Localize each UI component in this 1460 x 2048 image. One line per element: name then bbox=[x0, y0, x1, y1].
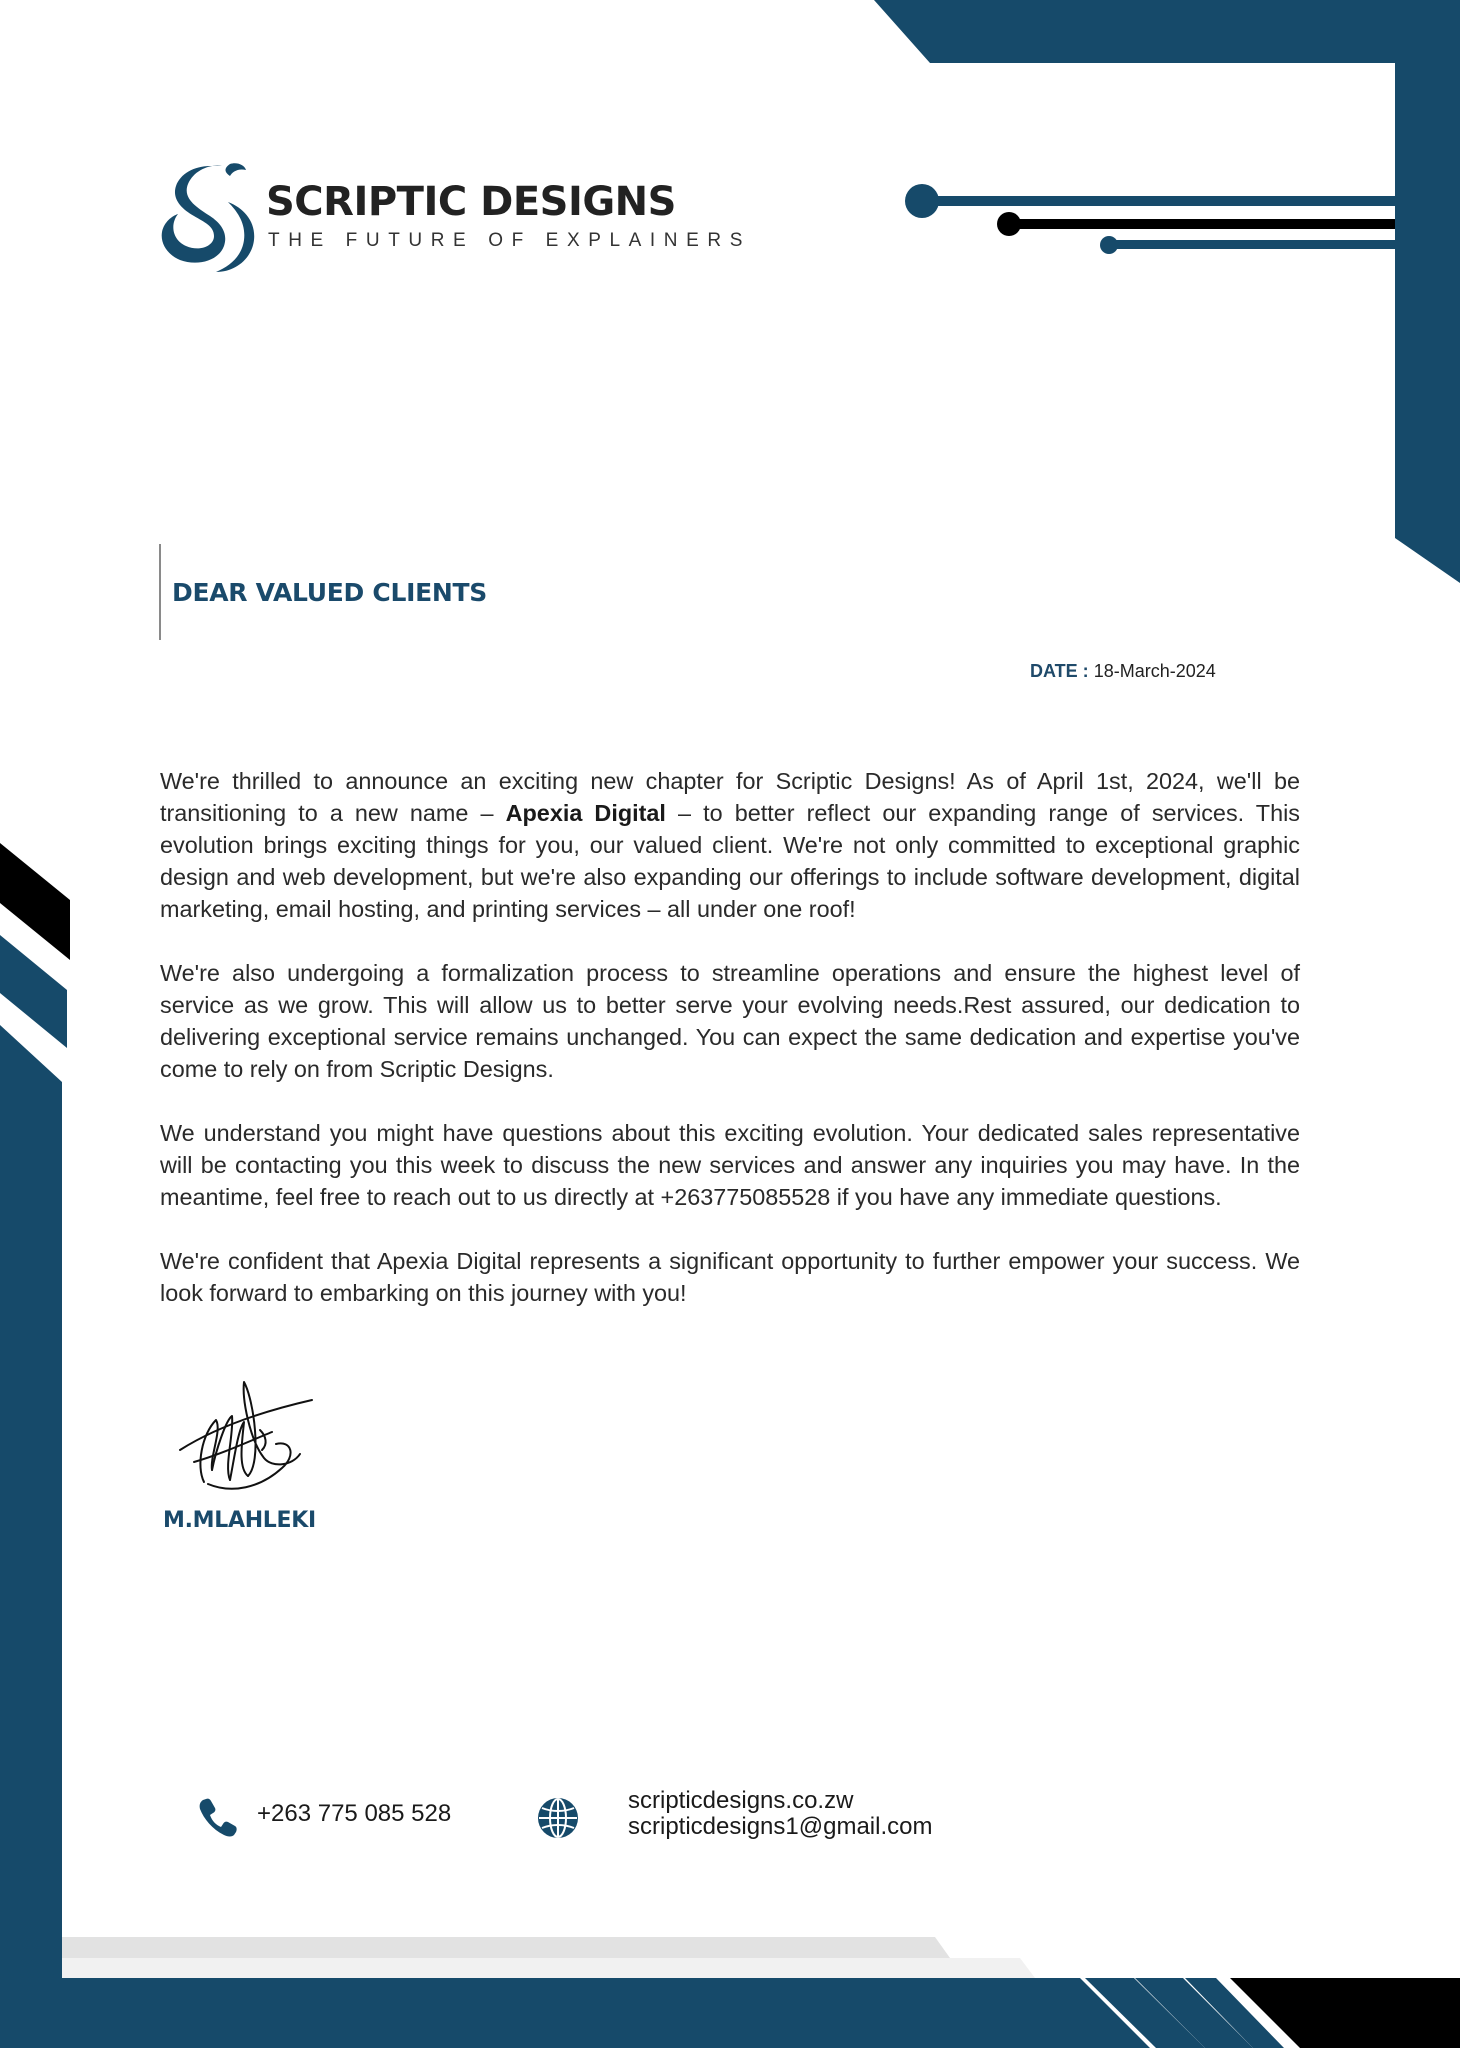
signer-name: M.MLAHLEKI bbox=[163, 1508, 316, 1533]
new-name-highlight: Apexia Digital bbox=[505, 800, 666, 826]
handwritten-signature bbox=[172, 1370, 322, 1500]
letter-body bbox=[160, 765, 1300, 1341]
paragraph-1-text-a: We're thrilled to announce an exciting new chapter for Scriptic Designs! As of April 1st, 2024, we'll be transitioning to a new name – bbox=[160, 768, 1300, 826]
paragraph-4: We're confident that Apexia Digital represents a significant opportunity to further empower your success. We look forward to embarking on this journey with you! bbox=[160, 1248, 1300, 1306]
left-black-stripe bbox=[0, 843, 70, 960]
paragraph-2: We're also undergoing a formalization process to streamline operations and ensure the highest level of service as we grow. This will allow us to better serve your evolving needs.Rest assured, our dedication to delivering exceptional service remains unchanged. You can expect the same dedication and expertise you've come to rely on from Scriptic Designs. bbox=[160, 960, 1300, 1082]
letter-date bbox=[1030, 661, 1216, 682]
date-label: DATE : bbox=[1030, 661, 1089, 681]
globe-icon bbox=[537, 1797, 579, 1839]
bottom-gray-band-2 bbox=[62, 1958, 1035, 1978]
salutation: DEAR VALUED CLIENTS bbox=[172, 578, 487, 607]
left-navy-stripe bbox=[0, 935, 67, 1048]
contact-phone[interactable]: +263 775 085 528 bbox=[257, 1800, 452, 1827]
contact-email[interactable]: scripticdesigns1@gmail.com bbox=[628, 1813, 933, 1840]
contact-website[interactable]: scripticdesigns.co.zw bbox=[628, 1787, 854, 1814]
date-value: 18-March-2024 bbox=[1093, 661, 1216, 681]
brand-tagline: THE FUTURE OF EXPLAINERS bbox=[268, 230, 751, 251]
paragraph-1-text-b: – to better reflect our expanding range of services. This evolution brings exciting things for you, our valued client. We're not only committed to exceptional graphic design and web development, but we're also expanding our offerings to include software development, digital marketing, email hosting, and printing services – all under one roof! bbox=[160, 800, 1300, 922]
salutation-accent-bar bbox=[159, 544, 161, 640]
circuit-lines-icon bbox=[905, 184, 1396, 254]
brand-name: SCRIPTIC DESIGNS bbox=[266, 179, 676, 225]
paragraph-1 bbox=[160, 765, 1300, 925]
contact-web bbox=[628, 1788, 932, 1840]
phone-icon bbox=[198, 1797, 238, 1837]
bottom-gray-band-1 bbox=[62, 1937, 950, 1958]
brand-logo-icon bbox=[158, 162, 258, 274]
top-right-frame bbox=[874, 0, 1460, 583]
paragraph-3: We understand you might have questions about this exciting evolution. Your dedicated sales representative will be contacting you this week to discuss the new services and answer any inquiries you may have. In the meantime, feel free to reach out to us directly at +263775085528 if you have any immediate questions. bbox=[160, 1120, 1300, 1210]
